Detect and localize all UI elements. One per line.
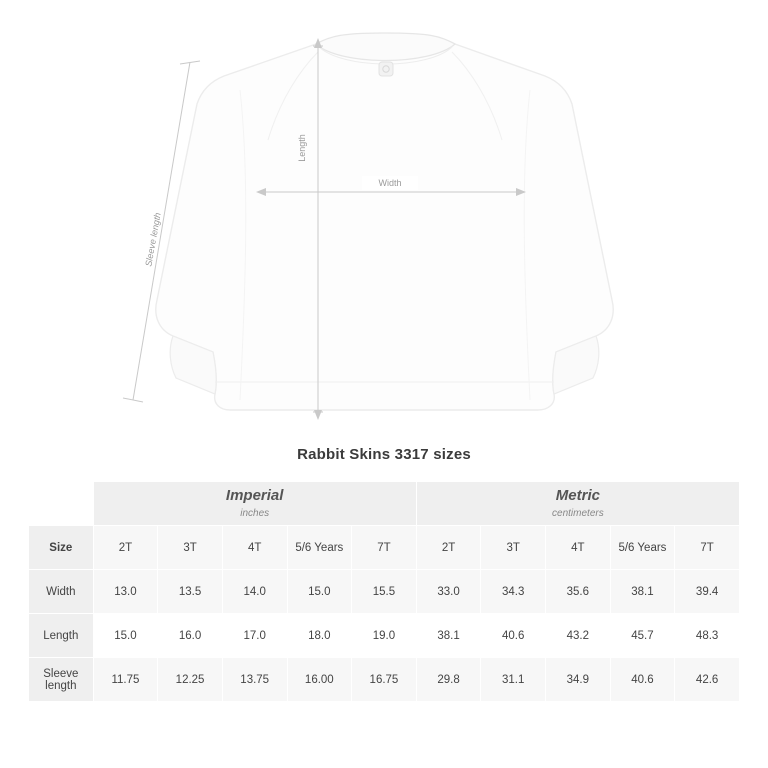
cell-length-4: 19.0 [352, 614, 417, 658]
cell-sleeve-9: 42.6 [675, 658, 740, 702]
cell-sleeve-0: 11.75 [93, 658, 158, 702]
cell-width-8: 38.1 [610, 570, 675, 614]
cell-length-0: 15.0 [93, 614, 158, 658]
cell-sleeve-6: 31.1 [481, 658, 546, 702]
cell-width-9: 39.4 [675, 570, 740, 614]
header-size: Size [29, 526, 94, 570]
cell-length-8: 45.7 [610, 614, 675, 658]
unit-corner-blank [29, 482, 94, 526]
unit-group-metric [416, 482, 739, 526]
cell-sleeve-2: 13.75 [222, 658, 287, 702]
unit-group-imperial-sub: inches [240, 507, 270, 519]
cell-width-7: 35.6 [546, 570, 611, 614]
cell-width-1: 13.5 [158, 570, 223, 614]
cell-sleeve-8: 40.6 [610, 658, 675, 702]
size-table [28, 481, 740, 702]
cell-sleeve-4: 16.75 [352, 658, 417, 702]
cell-length-5: 38.1 [416, 614, 481, 658]
row-label-width: Width [29, 570, 94, 614]
column-header-row [29, 526, 740, 570]
cell-width-2: 14.0 [222, 570, 287, 614]
cell-width-3: 15.0 [287, 570, 352, 614]
cell-sleeve-7: 34.9 [546, 658, 611, 702]
cell-length-3: 18.0 [287, 614, 352, 658]
header-col-6: 3T [481, 526, 546, 570]
unit-group-row [29, 482, 740, 526]
header-col-8: 5/6 Years [610, 526, 675, 570]
header-col-9: 7T [675, 526, 740, 570]
cell-length-6: 40.6 [481, 614, 546, 658]
row-label-sleeve-length: Sleeve length [29, 658, 94, 702]
row-label-length: Length [29, 614, 94, 658]
header-col-1: 3T [158, 526, 223, 570]
header-col-0: 2T [93, 526, 158, 570]
cell-length-9: 48.3 [675, 614, 740, 658]
page-title: Rabbit Skins 3317 sizes [297, 446, 471, 463]
cell-sleeve-1: 12.25 [158, 658, 223, 702]
length-label: Length [297, 134, 307, 162]
unit-group-metric-sub: centimeters [552, 507, 604, 519]
header-col-7: 4T [546, 526, 611, 570]
header-col-4: 7T [352, 526, 417, 570]
width-label: Width [378, 178, 402, 188]
table-row [29, 658, 740, 702]
header-col-5: 2T [416, 526, 481, 570]
unit-group-imperial-title: Imperial [225, 487, 284, 505]
unit-group-metric-title: Metric [555, 487, 600, 505]
cell-width-4: 15.5 [352, 570, 417, 614]
sweatshirt-graphic [156, 33, 613, 410]
table-row [29, 570, 740, 614]
cell-width-0: 13.0 [93, 570, 158, 614]
cell-length-2: 17.0 [222, 614, 287, 658]
cell-length-1: 16.0 [158, 614, 223, 658]
sleeve-length-label: Sleeve length [143, 211, 163, 268]
size-table-wrap [0, 481, 768, 702]
cell-width-6: 34.3 [481, 570, 546, 614]
header-col-3: 5/6 Years [287, 526, 352, 570]
unit-group-imperial [93, 482, 416, 526]
table-row [29, 614, 740, 658]
cell-sleeve-5: 29.8 [416, 658, 481, 702]
cell-width-5: 33.0 [416, 570, 481, 614]
cell-sleeve-3: 16.00 [287, 658, 352, 702]
header-col-2: 4T [222, 526, 287, 570]
cell-length-7: 43.2 [546, 614, 611, 658]
